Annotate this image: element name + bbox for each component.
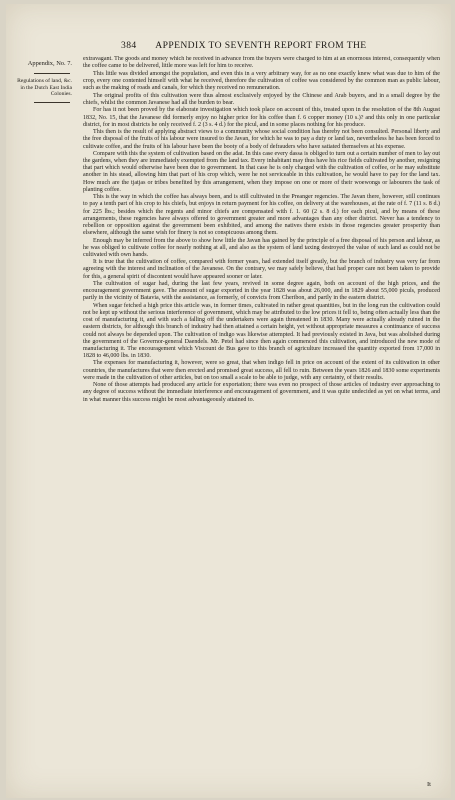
margin-topic: Regulations of land, &c. in the Dutch East India Colonies. xyxy=(17,78,72,98)
paragraph: Compare with this the system of cultivation based on the adat. In this case every dassa is obliged to turn out a certain number of men to lay out the gardens, when they are immediately exempted from the land tax. Every inhabitant may thus have his rice fields cultivated by another, resigning that part which would otherwise have been due to government. In that case he is only charged with the cultivation of coffee, or he may substitute another in his stead, allowing him that part of his crop which, were he not serviceable in this cultivation, he would have to pay for the land tax. How much are the tjatjas or tribes benefited by this arrangement, when they impose on one or more of their woewongs or labourers the task of planting coffee. xyxy=(83,151,440,193)
paragraph: This is the way in which the coffee has always been, and is still cultivated in the Preanger regencies. The Javan there, however, still continues to pay a tenth part of his crop to his chiefs, but enjoys in return payment for his coffee, on delivery at the warehouses, at the rate of f. 7 (11 s. 8 d.) for 225 lbs.; besides which the regents and minor chiefs are compensated with f. 1. 60 (2 s. 8 d.) for each picul, and by means of these arrangements, these regencies have always offered to government greater and more advantages than any other district. Never has a tendency to rebellion or opposition against the government been exhibited, and among the natives there exists in those regencies greater prosperity than elsewhere, although the same wish for finery is not so conspicuous among them. xyxy=(83,194,440,236)
margin-rule xyxy=(34,73,70,74)
paragraph: The expenses for manufacturing it, however, were so great, that when indigo fell in price on account of the extent of its cultivation in other countries, the manufactures that were then erected and promised great success, all fell to ruin. Between the years 1826 and 1830 some experiments were made in the cultivation of other articles, but on too small a scale to be able to judge, with any certainty, of their results. xyxy=(83,360,440,381)
appendix-number: Appendix, No. 7. xyxy=(27,60,72,67)
body-text xyxy=(83,56,440,778)
running-title: APPENDIX TO SEVENTH REPORT FROM THE xyxy=(155,40,367,51)
running-header xyxy=(121,40,421,51)
paragraph: Enough may be inferred from the above to show how little the Javan has gained by the principle of a free disposal of his person and labour, as he was obliged to cultivate coffee for nearly nothing at all, and also as the system of land taxing destroyed the value of such land as could not be cultivated with own hands. xyxy=(83,237,440,258)
paragraph: extravagant. The goods and money which he received in advance from the buyers were charged to him at an enormous interest, consequently when the coffee came to be delivered, little more was left for him to receive. xyxy=(83,56,440,70)
page-number: 384 xyxy=(121,40,137,51)
catchword: It xyxy=(426,781,431,788)
paragraph: The cultivation of sugar had, during the last few years, revived in some degree again, both on account of the high prices, and the encouragement government gave. The amount of sugar exported in the year 1828 was about 26,000, and in 1829 about 55,000 piculs, produced partly in the vicinity of Batavia, with the assistance, as formerly, of convicts from Cheribon, and partly in the eastern district. xyxy=(83,281,440,302)
margin-note xyxy=(14,61,72,103)
paragraph: When sugar fetched a high price this article was, in former times, cultivated in rather great quantities, but in the long run the cultivation could not be kept up without the serious interference of government, which may be attributed to the low prices it fell to, being often actually less than the cost of manufacturing it, and with such a falling off the undertakers were again threatened in 1830. Many were actually already ruined in the eastern districts, for although this branch of industry had then attained a certain height, yet without appropriate measures a continuance of success could not always be depended upon. The cultivation of indigo was likewise attempted. It had previously existed in Java, but was abolished during the government of the Governor-general Daendels. Mr. Petel had since then again commenced this cultivation, and introduced the new mode of manufacturing it. The encouragement which Viscount de Bus gave to this branch of agriculture increased the quantity exported from 17,000 in 1828 to 46,000 lbs. in 1830. xyxy=(83,303,440,359)
paragraph: The original profits of this cultivation were thus almost exclusively enjoyed by the Chinese and Arab buyers, and in a small degree by the chiefs, whilst the common Javanese had all the burden to bear. xyxy=(83,92,440,106)
paragraph: For has it not been proved by the elaborate investigation which took place on account of this, treated upon in the resolution of the 8th August 1832, No. 15, that the Javanese did formerly enjoy no higher price for his coffee than f. 6 copper money (10 s.)? and this only in one particular district, for in most districts he only received f. 2 (3 s. 4 d.) for the picul, and in some places nothing for his produce. xyxy=(83,107,440,128)
paragraph: This little was divided amongst the population, and even this in a very arbitrary way, for as no one exactly knew what was due to him of the crop, every one contented himself with what he received, therefore the cultivation of coffee was considered by the common man as public labour, such as the making of roads and canals, for which they received no remuneration. xyxy=(83,70,440,91)
paragraph: This then is the result of applying abstract views to a community whose social condition has thereby not been consulted. Personal liberty and the free disposal of the fruits of his labour were insured to the Javan, for which he was to pay a duty or land tax, nevertheless he has been forced to cultivate coffee, and the fruits of his labour have been the booty of a body of defrauders who have satiated themselves at his expense. xyxy=(83,129,440,150)
margin-rule xyxy=(34,102,70,103)
paragraph: None of those attempts had produced any article for exportation; there was even no prospect of those articles of industry ever approaching to any degree of success without the immediate interference and encouragement of government, and it was quite undecided as yet on what terms, and in what manner this success might be most advantageously attained to. xyxy=(83,382,440,403)
document-page xyxy=(6,4,451,798)
paragraph: It is true that the cultivation of coffee, compared with former years, had extended itself greatly, but the branch of industry was very far from agreeing with the interest and inclination of the Javanese. On the contrary, we may safely believe, that had proper care not been taken to provide for this, a general spirit of discontent would have appeared sooner or later. xyxy=(83,259,440,280)
